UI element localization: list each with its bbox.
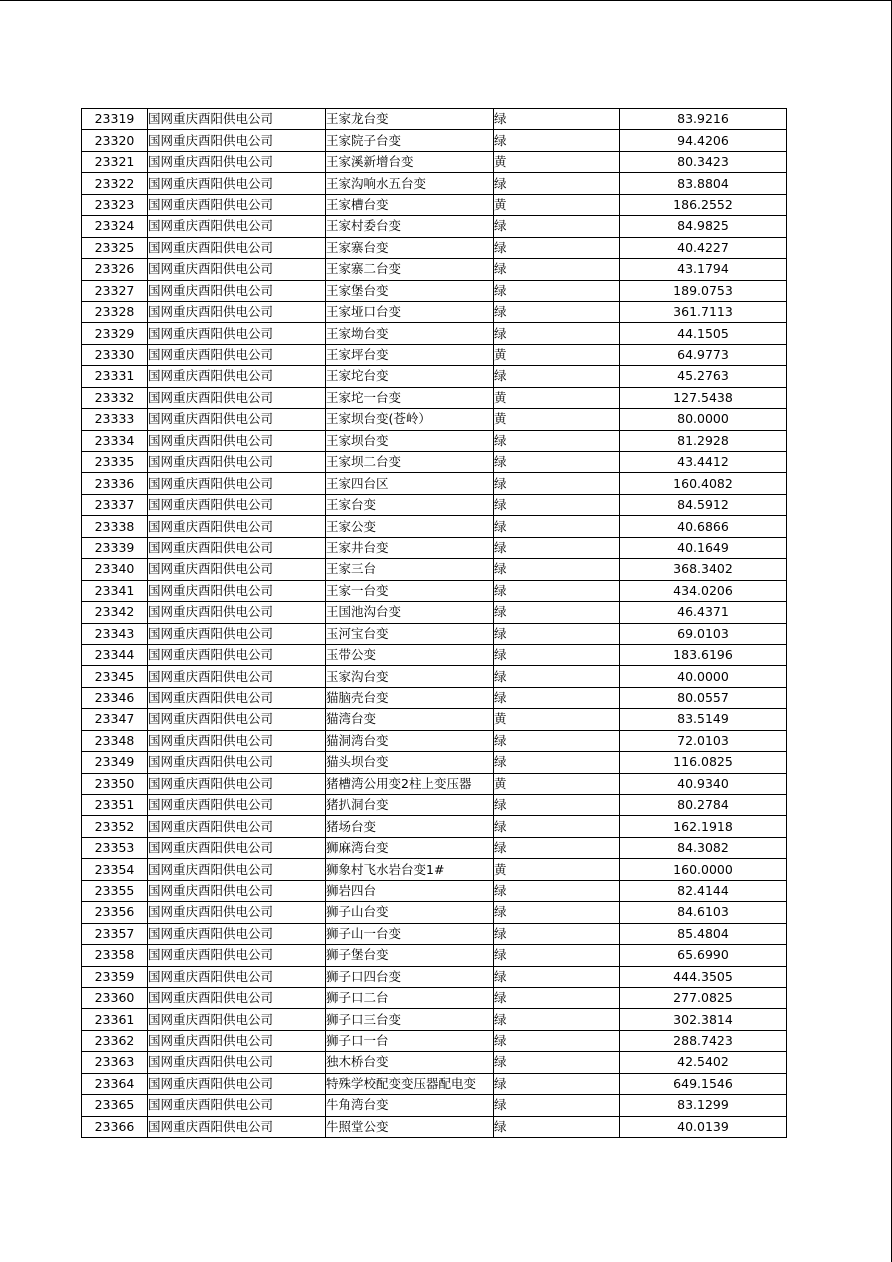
station-name-cell: 王家龙台变 (326, 109, 494, 130)
table-row (82, 837, 787, 858)
record-id-cell: 23357 (82, 923, 148, 944)
company-cell: 国网重庆酉阳供电公司 (148, 430, 326, 451)
station-name-cell: 猫湾台变 (326, 709, 494, 730)
company-cell: 国网重庆酉阳供电公司 (148, 795, 326, 816)
company-cell: 国网重庆酉阳供电公司 (148, 1095, 326, 1116)
table-row (82, 816, 787, 837)
company-cell: 国网重庆酉阳供电公司 (148, 280, 326, 301)
value-cell: 160.4082 (620, 473, 787, 494)
station-name-cell: 狮岩四台 (326, 880, 494, 901)
record-id-cell: 23350 (82, 773, 148, 794)
record-id-cell: 23339 (82, 537, 148, 558)
station-name-cell: 王家坝台变 (326, 430, 494, 451)
value-cell: 43.4412 (620, 452, 787, 473)
value-cell: 72.0103 (620, 730, 787, 751)
value-cell: 186.2552 (620, 194, 787, 215)
company-cell: 国网重庆酉阳供电公司 (148, 237, 326, 258)
table-body (82, 109, 787, 1138)
record-id-cell: 23323 (82, 194, 148, 215)
station-name-cell: 王家院子台变 (326, 130, 494, 151)
record-id-cell: 23324 (82, 216, 148, 237)
station-name-cell: 王家公变 (326, 516, 494, 537)
record-id-cell: 23366 (82, 1116, 148, 1137)
table-row (82, 795, 787, 816)
value-cell: 64.9773 (620, 344, 787, 365)
status-cell: 绿 (494, 323, 620, 344)
value-cell: 189.0753 (620, 280, 787, 301)
value-cell: 444.3505 (620, 966, 787, 987)
status-cell: 绿 (494, 730, 620, 751)
company-cell: 国网重庆酉阳供电公司 (148, 966, 326, 987)
table-row (82, 773, 787, 794)
station-name-cell: 狮子口三台变 (326, 1009, 494, 1030)
table-row (82, 644, 787, 665)
company-cell: 国网重庆酉阳供电公司 (148, 859, 326, 880)
record-id-cell: 23349 (82, 752, 148, 773)
status-cell: 绿 (494, 880, 620, 901)
record-id-cell: 23338 (82, 516, 148, 537)
value-cell: 83.9216 (620, 109, 787, 130)
value-cell: 40.0139 (620, 1116, 787, 1137)
station-name-cell: 特殊学校配变变压器配电变 (326, 1073, 494, 1094)
status-cell: 绿 (494, 816, 620, 837)
station-name-cell: 王家坨台变 (326, 366, 494, 387)
table-row (82, 280, 787, 301)
value-cell: 82.4144 (620, 880, 787, 901)
table-row (82, 387, 787, 408)
company-cell: 国网重庆酉阳供电公司 (148, 494, 326, 515)
company-cell: 国网重庆酉阳供电公司 (148, 130, 326, 151)
value-cell: 160.0000 (620, 859, 787, 880)
table-row (82, 301, 787, 322)
record-id-cell: 23320 (82, 130, 148, 151)
record-id-cell: 23326 (82, 259, 148, 280)
table-row (82, 194, 787, 215)
company-cell: 国网重庆酉阳供电公司 (148, 301, 326, 322)
value-cell: 69.0103 (620, 623, 787, 644)
table-row (82, 709, 787, 730)
station-name-cell: 牛照堂公变 (326, 1116, 494, 1137)
station-name-cell: 王家溪新增台变 (326, 151, 494, 172)
company-cell: 国网重庆酉阳供电公司 (148, 344, 326, 365)
status-cell: 黄 (494, 709, 620, 730)
status-cell: 黄 (494, 387, 620, 408)
record-id-cell: 23337 (82, 494, 148, 515)
table-row (82, 494, 787, 515)
record-id-cell: 23322 (82, 173, 148, 194)
company-cell: 国网重庆酉阳供电公司 (148, 1009, 326, 1030)
station-name-cell: 王家堡台变 (326, 280, 494, 301)
table-row (82, 1030, 787, 1051)
status-cell: 黄 (494, 773, 620, 794)
company-cell: 国网重庆酉阳供电公司 (148, 752, 326, 773)
value-cell: 116.0825 (620, 752, 787, 773)
company-cell: 国网重庆酉阳供电公司 (148, 452, 326, 473)
record-id-cell: 23331 (82, 366, 148, 387)
station-name-cell: 玉带公变 (326, 644, 494, 665)
table-row (82, 430, 787, 451)
value-cell: 94.4206 (620, 130, 787, 151)
station-name-cell: 狮子口一台 (326, 1030, 494, 1051)
station-name-cell: 狮子山一台变 (326, 923, 494, 944)
company-cell: 国网重庆酉阳供电公司 (148, 559, 326, 580)
station-name-cell: 王家槽台变 (326, 194, 494, 215)
table-row (82, 966, 787, 987)
value-cell: 40.6866 (620, 516, 787, 537)
status-cell: 绿 (494, 923, 620, 944)
station-name-cell: 玉家沟台变 (326, 666, 494, 687)
company-cell: 国网重庆酉阳供电公司 (148, 216, 326, 237)
station-name-cell: 王家村委台变 (326, 216, 494, 237)
table-row (82, 1052, 787, 1073)
table-row (82, 344, 787, 365)
record-id-cell: 23345 (82, 666, 148, 687)
company-cell: 国网重庆酉阳供电公司 (148, 194, 326, 215)
table-row (82, 537, 787, 558)
value-cell: 83.5149 (620, 709, 787, 730)
station-name-cell: 猪槽湾公用变2柱上变压器 (326, 773, 494, 794)
table-row (82, 623, 787, 644)
table-row (82, 259, 787, 280)
table-row (82, 109, 787, 130)
table-row (82, 452, 787, 473)
value-cell: 127.5438 (620, 387, 787, 408)
record-id-cell: 23354 (82, 859, 148, 880)
record-id-cell: 23360 (82, 987, 148, 1008)
company-cell: 国网重庆酉阳供电公司 (148, 730, 326, 751)
company-cell: 国网重庆酉阳供电公司 (148, 923, 326, 944)
table-row (82, 1009, 787, 1030)
company-cell: 国网重庆酉阳供电公司 (148, 473, 326, 494)
status-cell: 绿 (494, 902, 620, 923)
station-name-cell: 王家坳台变 (326, 323, 494, 344)
station-name-cell: 王家四台区 (326, 473, 494, 494)
record-id-cell: 23361 (82, 1009, 148, 1030)
status-cell: 绿 (494, 580, 620, 601)
record-id-cell: 23330 (82, 344, 148, 365)
company-cell: 国网重庆酉阳供电公司 (148, 1052, 326, 1073)
table-row (82, 151, 787, 172)
record-id-cell: 23342 (82, 602, 148, 623)
station-name-cell: 牛角湾台变 (326, 1095, 494, 1116)
record-id-cell: 23365 (82, 1095, 148, 1116)
company-cell: 国网重庆酉阳供电公司 (148, 173, 326, 194)
data-table (81, 108, 787, 1138)
status-cell: 绿 (494, 752, 620, 773)
station-name-cell: 狮麻湾台变 (326, 837, 494, 858)
table-row (82, 237, 787, 258)
value-cell: 83.8804 (620, 173, 787, 194)
company-cell: 国网重庆酉阳供电公司 (148, 387, 326, 408)
value-cell: 83.1299 (620, 1095, 787, 1116)
table-row (82, 580, 787, 601)
record-id-cell: 23344 (82, 644, 148, 665)
table-row (82, 666, 787, 687)
status-cell: 绿 (494, 795, 620, 816)
company-cell: 国网重庆酉阳供电公司 (148, 1030, 326, 1051)
station-name-cell: 王家沟响水五台变 (326, 173, 494, 194)
status-cell: 黄 (494, 409, 620, 430)
value-cell: 302.3814 (620, 1009, 787, 1030)
record-id-cell: 23364 (82, 1073, 148, 1094)
status-cell: 绿 (494, 837, 620, 858)
record-id-cell: 23358 (82, 945, 148, 966)
record-id-cell: 23335 (82, 452, 148, 473)
company-cell: 国网重庆酉阳供电公司 (148, 623, 326, 644)
status-cell: 绿 (494, 1052, 620, 1073)
station-name-cell: 狮子堡台变 (326, 945, 494, 966)
record-id-cell: 23348 (82, 730, 148, 751)
status-cell: 绿 (494, 1095, 620, 1116)
value-cell: 46.4371 (620, 602, 787, 623)
record-id-cell: 23334 (82, 430, 148, 451)
table-row (82, 559, 787, 580)
table-row (82, 216, 787, 237)
table-row (82, 366, 787, 387)
company-cell: 国网重庆酉阳供电公司 (148, 837, 326, 858)
station-name-cell: 王家井台变 (326, 537, 494, 558)
status-cell: 绿 (494, 237, 620, 258)
station-name-cell: 王国池沟台变 (326, 602, 494, 623)
value-cell: 84.5912 (620, 494, 787, 515)
station-name-cell: 王家垭口台变 (326, 301, 494, 322)
station-name-cell: 狮子口四台变 (326, 966, 494, 987)
value-cell: 80.0557 (620, 687, 787, 708)
company-cell: 国网重庆酉阳供电公司 (148, 709, 326, 730)
company-cell: 国网重庆酉阳供电公司 (148, 109, 326, 130)
table-row (82, 987, 787, 1008)
station-name-cell: 王家寨二台变 (326, 259, 494, 280)
status-cell: 绿 (494, 109, 620, 130)
station-name-cell: 王家坨一台变 (326, 387, 494, 408)
record-id-cell: 23328 (82, 301, 148, 322)
company-cell: 国网重庆酉阳供电公司 (148, 323, 326, 344)
value-cell: 43.1794 (620, 259, 787, 280)
company-cell: 国网重庆酉阳供电公司 (148, 516, 326, 537)
company-cell: 国网重庆酉阳供电公司 (148, 880, 326, 901)
status-cell: 绿 (494, 537, 620, 558)
record-id-cell: 23325 (82, 237, 148, 258)
status-cell: 绿 (494, 430, 620, 451)
table-row (82, 1073, 787, 1094)
status-cell: 绿 (494, 494, 620, 515)
company-cell: 国网重庆酉阳供电公司 (148, 902, 326, 923)
value-cell: 44.1505 (620, 323, 787, 344)
record-id-cell: 23363 (82, 1052, 148, 1073)
status-cell: 绿 (494, 987, 620, 1008)
status-cell: 黄 (494, 194, 620, 215)
value-cell: 85.4804 (620, 923, 787, 944)
status-cell: 绿 (494, 1009, 620, 1030)
record-id-cell: 23359 (82, 966, 148, 987)
table-row (82, 1116, 787, 1137)
value-cell: 81.2928 (620, 430, 787, 451)
company-cell: 国网重庆酉阳供电公司 (148, 1073, 326, 1094)
record-id-cell: 23321 (82, 151, 148, 172)
status-cell: 黄 (494, 344, 620, 365)
value-cell: 183.6196 (620, 644, 787, 665)
status-cell: 绿 (494, 173, 620, 194)
station-name-cell: 王家坝二台变 (326, 452, 494, 473)
table-row (82, 752, 787, 773)
record-id-cell: 23347 (82, 709, 148, 730)
value-cell: 368.3402 (620, 559, 787, 580)
table-row (82, 687, 787, 708)
station-name-cell: 猪场台变 (326, 816, 494, 837)
table-row (82, 516, 787, 537)
station-name-cell: 猫洞湾台变 (326, 730, 494, 751)
company-cell: 国网重庆酉阳供电公司 (148, 602, 326, 623)
value-cell: 40.9340 (620, 773, 787, 794)
table-row (82, 859, 787, 880)
value-cell: 80.3423 (620, 151, 787, 172)
station-name-cell: 独木桥台变 (326, 1052, 494, 1073)
record-id-cell: 23353 (82, 837, 148, 858)
value-cell: 45.2763 (620, 366, 787, 387)
table-row (82, 130, 787, 151)
value-cell: 162.1918 (620, 816, 787, 837)
record-id-cell: 23355 (82, 880, 148, 901)
company-cell: 国网重庆酉阳供电公司 (148, 259, 326, 280)
value-cell: 649.1546 (620, 1073, 787, 1094)
company-cell: 国网重庆酉阳供电公司 (148, 366, 326, 387)
station-name-cell: 王家台变 (326, 494, 494, 515)
status-cell: 绿 (494, 1030, 620, 1051)
table-row (82, 730, 787, 751)
company-cell: 国网重庆酉阳供电公司 (148, 580, 326, 601)
station-name-cell: 玉河宝台变 (326, 623, 494, 644)
table-row (82, 602, 787, 623)
table-row (82, 880, 787, 901)
station-name-cell: 王家一台变 (326, 580, 494, 601)
record-id-cell: 23319 (82, 109, 148, 130)
table-row (82, 1095, 787, 1116)
record-id-cell: 23332 (82, 387, 148, 408)
table-row (82, 409, 787, 430)
record-id-cell: 23327 (82, 280, 148, 301)
company-cell: 国网重庆酉阳供电公司 (148, 666, 326, 687)
status-cell: 绿 (494, 216, 620, 237)
page-top-border (0, 0, 892, 1)
table-row (82, 323, 787, 344)
value-cell: 40.4227 (620, 237, 787, 258)
station-name-cell: 狮象村飞水岩台变1# (326, 859, 494, 880)
value-cell: 42.5402 (620, 1052, 787, 1073)
status-cell: 绿 (494, 666, 620, 687)
station-name-cell: 王家坪台变 (326, 344, 494, 365)
status-cell: 绿 (494, 130, 620, 151)
status-cell: 绿 (494, 516, 620, 537)
status-cell: 绿 (494, 1073, 620, 1094)
status-cell: 绿 (494, 452, 620, 473)
station-name-cell: 猫脑壳台变 (326, 687, 494, 708)
status-cell: 绿 (494, 945, 620, 966)
record-id-cell: 23346 (82, 687, 148, 708)
value-cell: 434.0206 (620, 580, 787, 601)
record-id-cell: 23343 (82, 623, 148, 644)
value-cell: 65.6990 (620, 945, 787, 966)
record-id-cell: 23351 (82, 795, 148, 816)
table-row (82, 923, 787, 944)
status-cell: 黄 (494, 151, 620, 172)
status-cell: 绿 (494, 473, 620, 494)
table-row (82, 473, 787, 494)
company-cell: 国网重庆酉阳供电公司 (148, 687, 326, 708)
company-cell: 国网重庆酉阳供电公司 (148, 987, 326, 1008)
record-id-cell: 23333 (82, 409, 148, 430)
record-id-cell: 23336 (82, 473, 148, 494)
station-name-cell: 猫头坝台变 (326, 752, 494, 773)
value-cell: 84.9825 (620, 216, 787, 237)
status-cell: 绿 (494, 301, 620, 322)
value-cell: 84.6103 (620, 902, 787, 923)
record-id-cell: 23340 (82, 559, 148, 580)
station-name-cell: 王家三台 (326, 559, 494, 580)
status-cell: 绿 (494, 644, 620, 665)
company-cell: 国网重庆酉阳供电公司 (148, 409, 326, 430)
company-cell: 国网重庆酉阳供电公司 (148, 644, 326, 665)
company-cell: 国网重庆酉阳供电公司 (148, 816, 326, 837)
status-cell: 绿 (494, 1116, 620, 1137)
record-id-cell: 23341 (82, 580, 148, 601)
value-cell: 80.0000 (620, 409, 787, 430)
company-cell: 国网重庆酉阳供电公司 (148, 537, 326, 558)
station-name-cell: 王家寨台变 (326, 237, 494, 258)
station-name-cell: 狮子山台变 (326, 902, 494, 923)
table-row (82, 173, 787, 194)
value-cell: 80.2784 (620, 795, 787, 816)
value-cell: 277.0825 (620, 987, 787, 1008)
status-cell: 绿 (494, 259, 620, 280)
status-cell: 绿 (494, 602, 620, 623)
status-cell: 绿 (494, 623, 620, 644)
status-cell: 绿 (494, 280, 620, 301)
record-id-cell: 23356 (82, 902, 148, 923)
record-id-cell: 23352 (82, 816, 148, 837)
status-cell: 黄 (494, 859, 620, 880)
station-name-cell: 王家坝台变(苍岭） (326, 409, 494, 430)
company-cell: 国网重庆酉阳供电公司 (148, 1116, 326, 1137)
company-cell: 国网重庆酉阳供电公司 (148, 773, 326, 794)
company-cell: 国网重庆酉阳供电公司 (148, 151, 326, 172)
table-row (82, 902, 787, 923)
value-cell: 84.3082 (620, 837, 787, 858)
table-row (82, 945, 787, 966)
status-cell: 绿 (494, 559, 620, 580)
value-cell: 361.7113 (620, 301, 787, 322)
status-cell: 绿 (494, 366, 620, 387)
record-id-cell: 23329 (82, 323, 148, 344)
value-cell: 288.7423 (620, 1030, 787, 1051)
status-cell: 绿 (494, 687, 620, 708)
value-cell: 40.1649 (620, 537, 787, 558)
value-cell: 40.0000 (620, 666, 787, 687)
station-name-cell: 猪扒洞台变 (326, 795, 494, 816)
company-cell: 国网重庆酉阳供电公司 (148, 945, 326, 966)
record-id-cell: 23362 (82, 1030, 148, 1051)
station-name-cell: 狮子口二台 (326, 987, 494, 1008)
status-cell: 绿 (494, 966, 620, 987)
